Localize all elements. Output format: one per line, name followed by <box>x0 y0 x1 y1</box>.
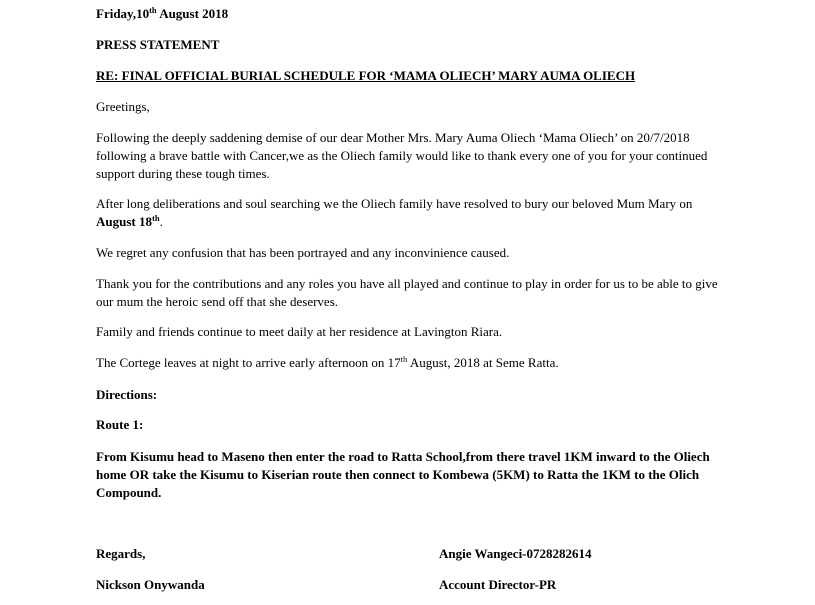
burial-date-text: After long deliberations and soul searching we the Oliech family have resolved to bury our beloved Mum Mary on <box>96 196 693 211</box>
paragraph-residence: Family and friends continue to meet daily at her residence at Lavington Riara. <box>96 324 503 339</box>
cortege-date-place: August, 2018 at Seme Ratta. <box>407 355 559 370</box>
cortege-text: The Cortege leaves at night to arrive early afternoon on 17 <box>96 355 401 370</box>
burial-date-period: . <box>159 214 163 229</box>
burial-date-bold: August 18 <box>96 214 152 229</box>
burial-date-superscript: th <box>152 213 160 223</box>
paragraph-regret: We regret any confusion that has been portrayed and any inconvinience caused. <box>96 245 510 260</box>
date-superscript: th <box>149 5 157 15</box>
date-month-year: August 2018 <box>156 6 229 21</box>
date-text: Friday,10 <box>96 6 150 21</box>
paragraph-cortege <box>96 354 559 372</box>
greeting: Greetings, <box>96 99 150 114</box>
regards-signoff: Regards, <box>96 546 146 561</box>
route-directions: From Kisumu head to Maseno then enter the road to Ratta School,from there travel 1KM inward to the Oliech home OR take the Kisumu to Kiserian route then connect to Kombewa (5KM) to Ratta the 1KM to the Olich Compound. <box>96 449 710 500</box>
signatory-name: Nickson Onywanda <box>96 577 205 592</box>
paragraph-condolence: Following the deeply saddening demise of our dear Mother Mrs. Mary Auma Oliech ‘Mama Oliech’ on 20/7/2018 following a brave battle with Cancer,we as the Oliech family would like to thank every one of you for your continued support during these tough times. <box>96 130 708 181</box>
paragraph-burial-date <box>96 195 726 231</box>
directions-heading: Directions: <box>96 387 158 402</box>
document-date <box>96 5 228 23</box>
signatory-title: Account Director-PR <box>439 577 557 592</box>
paragraph-thanks: Thank you for the contributions and any roles you have all played and continue to play in order for us to be able to give our mum the heroic send off that she deserves. <box>96 276 718 309</box>
subject-line: RE: FINAL OFFICIAL BURIAL SCHEDULE FOR ‘MAMA OLIECH’ MARY AUMA OLIECH <box>96 68 636 83</box>
press-statement-label: PRESS STATEMENT <box>96 37 220 52</box>
route-label: Route 1: <box>96 417 144 432</box>
contact-name-phone: Angie Wangeci-0728282614 <box>439 546 592 561</box>
cortege-superscript: th <box>400 354 408 364</box>
